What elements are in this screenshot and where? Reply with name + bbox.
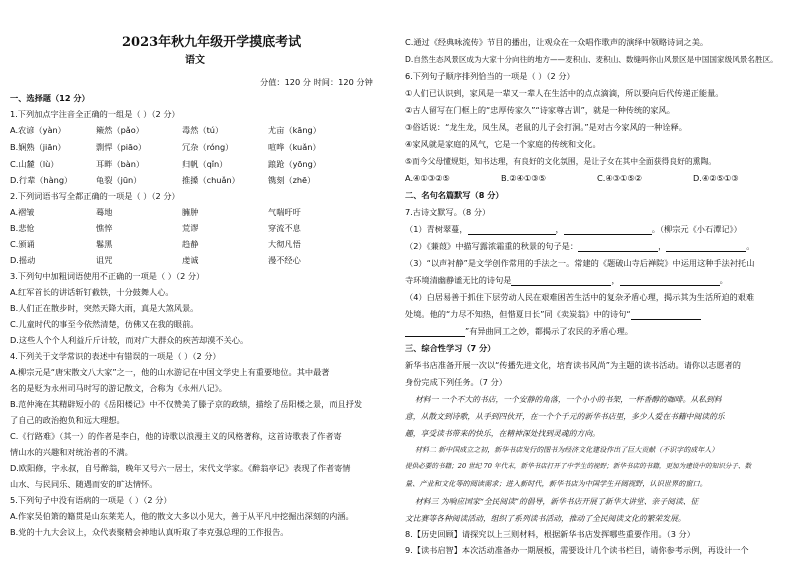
question-8-stem: 8.【历史回顾】请探究以上三则材料，根据新华书店发挥哪些重要作用。（3 分） (405, 529, 695, 539)
exam-meta: 分值：120 分 时间：120 分钟 (260, 77, 373, 87)
question-6-item-3: ③俗话说：“龙生龙，凤生凤，老鼠的儿子会打洞。”是对古今家风的一种诠释。 (405, 122, 687, 132)
section-1-heading: 一、选择题（12 分） (10, 93, 90, 103)
answer-blank[interactable] (468, 226, 556, 235)
question-1-row-d: D.行辈（hàng） 龟裂（jūn） 推搡（chuǎn） 镌刻（zhē） (10, 175, 316, 185)
question-5-option-a: A.作家吴伯箫的籍贯是山东莱芜人，他的散文大多以小见大，善于从平凡中挖掘出深刻的内涵。 (10, 511, 354, 521)
question-8-intro-2: 身份完成下列任务。（7 分） (405, 377, 507, 387)
material-2-line-3: 量、产业和文化等的阅读需求；进入新时代，新华书店为中国学生开阔视野，认识世界的窗口。 (405, 479, 707, 488)
exam-title: 2023年秋九年级开学摸底考试 (122, 35, 302, 50)
question-2-row-c: C.颁诵 鬈黑 趋静 大彻凡悟 (10, 239, 301, 249)
material-2-line-1: 材料二 新中国成立之初，新华书店发行的图书为经济文化建设作出了巨大贡献（不识字的成年人） (415, 446, 719, 454)
question-3-option-b: B.人们正在散步时，突然天降大雨，真是大煞风景。 (10, 303, 199, 313)
question-4-line-7: D.欧阳修，字永叔，自号醉翁，晚年又号六一居士，宋代文学家。《醉翁亭记》表现了作者寄情 (10, 463, 351, 473)
material-2-line-2: 提供必要的书籍；20 世纪 70 年代末，新华书店打开了中学生的视野；新华书店的书籍，更加为建设中的知识分子、数 (405, 462, 752, 470)
question-6-item-5: ⑤而今父母懂规矩，知书达理，有良好的文化氛围，是让子女在其中全面获得良好的熏陶。 (405, 157, 717, 166)
question-7-stem: 7.古诗文默写。（8 分） (405, 207, 491, 217)
question-9-stem: 9.【读书启智】本次活动准备办一期展板，需要设计几个读书栏目，请你参考示例，再设计一个 (405, 545, 749, 555)
question-4-line-2: 名的是贬为永州司马时写的游记散文，合称为《永州八记》。 (10, 383, 227, 393)
question-5-option-c: C.通过《经典咏流传》节目的播出，让观众在一众唱作歌声的演绎中领略诗词之美。 (405, 37, 709, 47)
question-6-item-4: ④家风就是家庭的风气，它是一个家庭的传统和文化。 (405, 139, 601, 149)
question-7-line-2: （2）《蒹葭》中描写露浓霜重的秋景的句子是： ， 。 (405, 241, 755, 251)
question-7-line-4c: ”有异曲同工之妙，都揭示了农民的矛盾心理。 (405, 327, 633, 337)
material-1-line-1: 材料一 一个不大的书店，一个安静的角落，一个小小的书架，一杯香醇的咖啡。从私到料 (415, 395, 722, 404)
question-4-line-6: 情山水的兴趣和对统治者的不满。 (10, 447, 133, 457)
question-1-row-c: C.山麓（lù） 耳畔（bàn） 归帆（qǐn） 踉跄（yōng） (10, 159, 321, 169)
answer-blank[interactable] (631, 311, 701, 320)
question-7-line-4a: （4）白居易善于抓住下层劳动人民在艰难困苦生活中的复杂矛盾心理，揭示其为生活所迫的艰难 (405, 292, 755, 302)
answer-blank[interactable] (578, 243, 658, 252)
choice-a: A.④①③②⑤ (405, 173, 450, 183)
material-1-line-3: 趣，享受读书带来的快乐，在精神深处找到灵魂的方向。 (405, 429, 600, 438)
answer-blank[interactable] (620, 277, 720, 286)
question-7-line-4b: 处境。他的“力尽不知热，但惜夏日长”同《卖炭翁》中的诗句“ (405, 310, 701, 320)
question-3-stem: 3.下列句中加粗词语使用不正确的一项是（ ）（2 分） (10, 271, 205, 281)
question-7-line-3b: 寺环境清幽静谧无比的诗句是 ， 。 (405, 275, 728, 285)
question-4-line-4: 了自己的政治抱负和远大理想。 (10, 415, 125, 425)
question-4-stem: 4.下列关于文学常识的表述中有错误的一项是（ ）（2 分） (10, 351, 221, 361)
question-3-option-c: C.儿童时代的事至今依然清楚，仿佛又在我的眼前。 (10, 319, 199, 329)
question-8-intro-1: 新华书店准备开展一次以“传播先进文化，培育读书风尚”为主题的读书活动。请你以志愿者的 (405, 360, 741, 370)
choice-b: B.②④①③⑤ (501, 173, 546, 183)
question-6-item-2: ②古人留写在门框上的“忠厚传家久”“诗家尊古训”，就是一种传统的家风。 (405, 105, 675, 115)
question-1-row-b: B.娴熟（jiān） 剽悍（piāo） 冗杂（róng） 喧哗（kuǎn） (10, 142, 321, 152)
choice-c: C.④③①⑤② (597, 173, 643, 183)
question-5-option-b: B.党的十九大会议上，众代表聚精会神地认真听取了李克强总理的工作报告。 (10, 527, 289, 537)
question-4-line-8: 山水、与民同乐、随遇而安的旷达情怀。 (10, 479, 158, 489)
answer-blank[interactable] (666, 243, 746, 252)
choice-d: D.④②⑤①③ (693, 173, 739, 183)
question-3-option-d: D.这些人个个人利益斤斤计较，而对广大群众的疾苦却漠不关心。 (10, 335, 249, 345)
question-1-stem: 1.下列加点字注音全正确的一组是（ ）（2 分） (10, 109, 180, 119)
question-7-line-3a: （3）“以声衬静”是文学创作常用的手法之一。常建的《题破山寺后禅院》中运用这种手法衬托山 (405, 258, 755, 268)
question-1-row-a: A.农谚（yàn） 簸然（pǎo） 毒然（tú） 尤亩（kāng） (10, 125, 321, 135)
question-6-item-1: ①人们已认识到，家风是一辈又一辈人在生活中的点点滴滴，所以要向后代传递正能量。 (405, 88, 724, 98)
answer-blank[interactable] (405, 328, 465, 337)
question-4-line-3: B.范仲淹在其精辟短小的《岳阳楼记》中不仅赞美了滕子京的政绩，描绘了岳阳楼之景，而且抒发 (10, 399, 363, 409)
question-7-line-1: （1）青树翠蔓， ， 。（柳宗元《小石潭记》） (405, 224, 742, 234)
answer-blank[interactable] (564, 226, 652, 235)
question-2-row-d: D.摇动 诅咒 虔诚 漫不经心 (10, 255, 301, 265)
question-2-row-b: B.悲怆 憔悴 荒谬 穿流不息 (10, 223, 301, 233)
subject-label: 语文 (185, 55, 205, 66)
material-3-line-1: 材料三 为响应国家“全民阅读”的倡导，新华书店开展了新华大讲堂、亲子阅读、征 (415, 497, 699, 506)
answer-blank[interactable] (511, 277, 611, 286)
question-5-option-d: D.自然生态风景区成为大家十分向往的地方——麦积山、麦积山、数缝吗你山风景区是中国国家级风景名胜区。 (405, 55, 778, 64)
question-4-line-5: C.《行路难》（其一）的作者是李白，他的诗歌以浪漫主义的风格著称，这首诗歌表了作者寄 (10, 431, 342, 441)
question-6-stem: 6.下列句子顺序排列恰当的一项是（ ）（2 分） (405, 71, 575, 81)
question-3-option-a: A.红军首长的讲话斩钉截铁，十分鼓舞人心。 (10, 287, 174, 297)
material-3-line-2: 文比赛等各种阅读活动，组织了系列读书活动，推动了全民阅读文化的繁荣发展。 (405, 514, 686, 523)
section-2-heading: 二、名句名篇默写（8 分） (405, 190, 504, 200)
question-2-row-a: A.褶皱 蓦地 臃肿 气喘吁吁 (10, 207, 301, 217)
section-3-heading: 三、综合性学习（7 分） (405, 343, 496, 353)
question-6-choices (405, 174, 789, 184)
question-2-stem: 2.下列词语书写全都正确的一项是（ ）（2 分） (10, 191, 180, 201)
question-5-stem: 5.下列句子中没有语病的一项是（ ）（2 分） (10, 495, 172, 505)
question-4-line-1: A.柳宗元是“唐宋散文八大家”之一，他的山水游记在中国文学史上有重要地位。其中最著 (10, 367, 330, 377)
material-1-line-2: 意，从散文到诗歌，从手到四伙开，在一个个千元的新华书店里，多少人爱在书籍中阅读的乐 (405, 412, 725, 421)
